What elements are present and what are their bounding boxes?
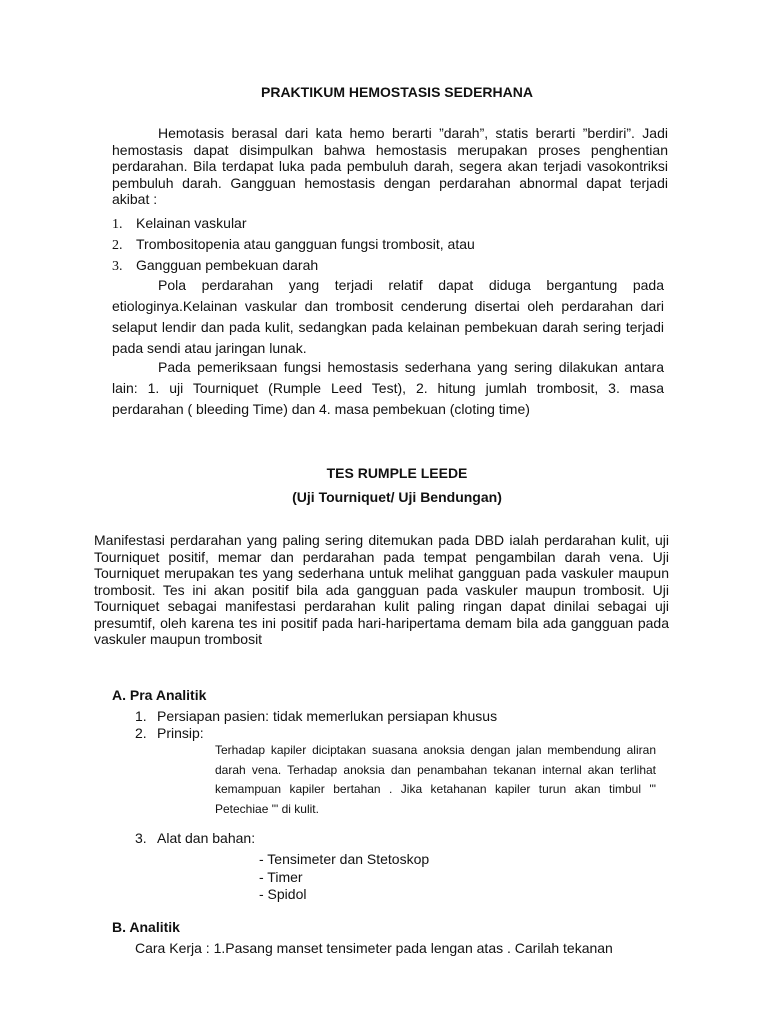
list-item-number: 2. <box>112 238 123 253</box>
cara-kerja-text: Cara Kerja : 1.Pasang manset tensimeter pada lengan atas . Carilah tekanan <box>135 940 613 956</box>
list-item-number: 3. <box>135 830 147 846</box>
list-item <box>135 725 204 742</box>
list-item-text: Kelainan vaskular <box>136 215 247 231</box>
tool-item: - Spidol <box>259 886 307 902</box>
section-subtitle: (Uji Tourniquet/ Uji Bendungan) <box>292 489 502 505</box>
list-item-text: Trombositopenia atau gangguan fungsi trombosit, atau <box>136 236 475 252</box>
list-item <box>112 236 475 254</box>
tool-item: - Tensimeter dan Stetoskop <box>259 851 430 867</box>
intro-paragraph-3: Pada pemeriksaan fungsi hemostasis sederhana yang sering dilakukan antara lain: 1. uji Tourniquet (Rumple Leed Test), 2. hitung jumlah trombosit, 3. masa perdarahan ( bleeding Time) dan 4. masa pembekuan (cloting time) <box>112 359 664 417</box>
tool-item: - Timer <box>259 869 303 885</box>
list-item-text: Prinsip: <box>157 725 204 741</box>
list-item-text: Persiapan pasien: tidak memerlukan persiapan khusus <box>157 708 498 724</box>
list-item <box>135 830 255 847</box>
list-item <box>112 215 247 233</box>
section-paragraph: Manifestasi perdarahan yang paling sering ditemukan pada DBD ialah perdarahan kulit, uji Tourniquet positif, memar dan perdarahan pada tempat pengambilan darah vena. Uji Tourniquet merupakan tes yang sederhana untuk melihat gangguan pada vaskuler maupun trombosit. Tes ini akan positif bila ada gangguan pada vaskuler maupun trombosit. Uji Tourniquet sebagai manifestasi perdarahan kulit paling ringan dapat dinilai sebagai uji presumtif, oleh karena tes ini positif pada hari-haripertama demam bila ada gangguan pada vaskuler maupun trombosit <box>94 532 669 647</box>
list-item <box>112 257 318 275</box>
list-item-text: Gangguan pembekuan darah <box>136 257 319 273</box>
list-item-number: 3. <box>112 259 123 274</box>
list-item-number: 1. <box>112 217 123 232</box>
intro-paragraph-1: Hemotasis berasal dari kata hemo berarti ”darah”, statis berarti ”berdiri”. Jadi hemostasis dapat disimpulkan bahwa hemostasis merupakan proses penghentian perdarahan. Bila terdapat luka pada pembuluh darah, segera akan terjadi vasokontriksi pembuluh darah. Gangguan hemostasis dengan perdarahan abnormal dapat terjadi akibat : <box>112 125 668 207</box>
page-title: PRAKTIKUM HEMOSTASIS SEDERHANA <box>261 84 533 100</box>
prinsip-text: Terhadap kapiler diciptakan suasana anoksia dengan jalan membendung aliran darah vena. Terhadap anoksia dan penambahan tekanan internal akan terlihat kemampuan kapiler bertahan . Jika ketahanan kapiler turun akan timbul "' Petechiae "' di kulit. <box>215 743 656 816</box>
pra-analitik-heading: A. Pra Analitik <box>112 687 207 703</box>
list-item-number: 1. <box>135 708 147 724</box>
list-item-text: Alat dan bahan: <box>157 830 256 846</box>
section-title: TES RUMPLE LEEDE <box>326 465 468 481</box>
analitik-heading: B. Analitik <box>112 919 180 935</box>
list-item <box>135 708 497 725</box>
intro-paragraph-2: Pola perdarahan yang terjadi relatif dapat diduga bergantung pada etiologinya.Kelainan vaskular dan trombosit cenderung disertai oleh perdarahan dari selaput lendir dan pada kulit, sedangkan pada kelainan pembekuan darah sering terjadi pada sendi atau jaringan lunak. <box>112 277 664 356</box>
list-item-number: 2. <box>135 725 147 741</box>
